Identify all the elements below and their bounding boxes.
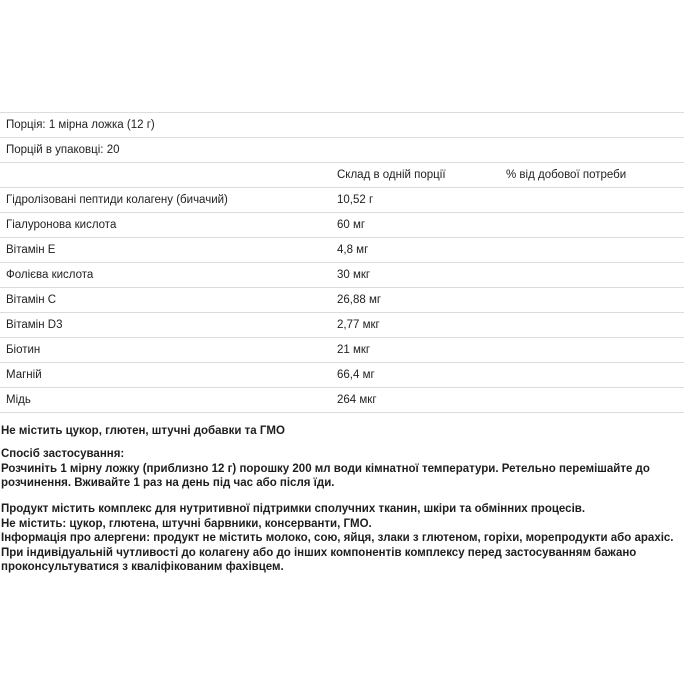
table-row xyxy=(0,263,684,288)
servings-per-container: Порцій в упаковці: 20 xyxy=(6,144,120,156)
ingredient-amount: 26,88 мг xyxy=(337,294,382,306)
ingredient-name: Біотин xyxy=(6,344,41,356)
ingredient-name: Мідь xyxy=(6,394,31,406)
ingredient-amount: 264 мкг xyxy=(337,394,377,406)
allergen-info: Інформація про алергени: продукт не містить молоко, сою, яйця, злаки з глютеном, горіхи, морепродукти або арахіс. При індивідуальній чутливості до колагену або до інших компонентів комплексу перед застосуванням бажано проконсультуватися з кваліфікованим фахівцем. xyxy=(1,532,674,574)
usage-text: Розчиніть 1 мірну ложку (приблизно 12 г) порошку 200 мл води кімнатної температури. Ретельно перемішайте до розчинення. Вживайте 1 раз на день під час або після їди. xyxy=(1,462,650,490)
ingredient-name: Вітамін D3 xyxy=(6,319,63,331)
serving-size: Порція: 1 мірна ложка (12 г) xyxy=(6,119,155,131)
ingredient-amount: 30 мкг xyxy=(337,269,371,281)
table-row xyxy=(0,188,684,213)
ingredient-amount: 2,77 мкг xyxy=(337,319,380,331)
table-row xyxy=(0,363,684,388)
table-header-row xyxy=(0,163,684,188)
ingredient-name: Магній xyxy=(6,369,42,381)
not-contains-text: Не містить: цукор, глютена, штучні барвники, консерванти, ГМО. xyxy=(1,517,372,530)
supplement-facts-table xyxy=(0,112,684,413)
free-from-note xyxy=(1,424,685,439)
table-row xyxy=(0,213,684,238)
product-description: Продукт містить комплекс для нутритивної підтримки сполучних тканин, шкіри та обмінних процесів. xyxy=(1,503,586,515)
ingredient-name: Фолієва кислота xyxy=(6,269,94,281)
table-row xyxy=(0,388,684,413)
header-daily-value: % від добової потреби xyxy=(506,169,627,181)
table-row xyxy=(0,313,684,338)
table-row xyxy=(0,238,684,263)
usage-section xyxy=(1,447,685,491)
ingredient-amount: 10,52 г xyxy=(337,194,374,206)
ingredient-name: Вітамін Е xyxy=(6,244,56,256)
ingredient-name: Гіалуронова кислота xyxy=(6,219,117,231)
servings-per-container-row xyxy=(0,138,684,163)
product-info-section xyxy=(1,502,685,575)
serving-size-row xyxy=(0,113,684,138)
ingredient-amount: 60 мг xyxy=(337,219,366,231)
ingredient-name: Гідролізовані пептиди колагену (бичачий) xyxy=(6,194,228,206)
table-row xyxy=(0,338,684,363)
table-row xyxy=(0,288,684,313)
usage-title: Спосіб застосування: xyxy=(1,448,125,460)
ingredient-amount: 66,4 мг xyxy=(337,369,375,381)
free-from-text: Не містить цукор, глютен, штучні добавки та ГМО xyxy=(1,425,285,437)
ingredient-name: Вітамін С xyxy=(6,294,57,306)
ingredient-amount: 4,8 мг xyxy=(337,244,369,256)
ingredient-amount: 21 мкг xyxy=(337,344,371,356)
header-amount: Склад в одній порції xyxy=(337,169,446,181)
